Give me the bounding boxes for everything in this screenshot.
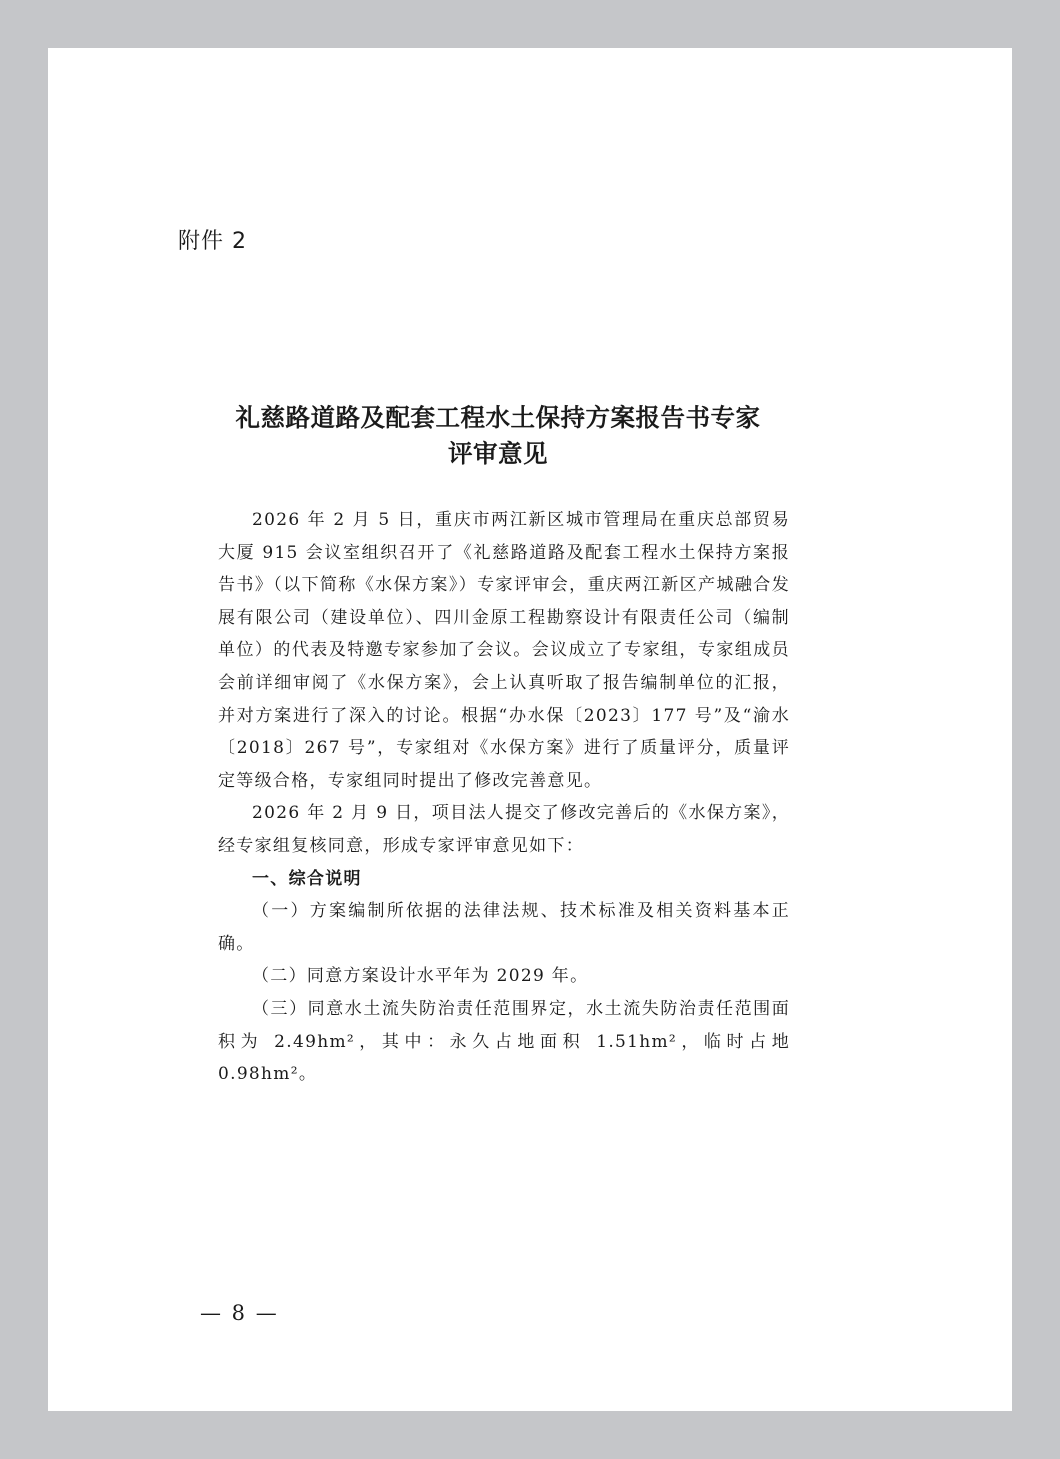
body-text <box>218 504 790 1091</box>
document-title <box>208 400 788 472</box>
paragraph-item-3: （三）同意水土流失防治责任范围界定，水土流失防治责任范围面积为 2.49hm²，其中：永久占地面积 1.51hm²，临时占地 0.98hm²。 <box>218 998 790 1085</box>
title-line-2: 评审意见 <box>448 439 548 468</box>
page-number: — 8 — <box>200 1301 279 1325</box>
section-heading: 一、综合说明 <box>252 868 362 889</box>
title-line-1: 礼慈路道路及配套工程水土保持方案报告书专家 <box>235 403 761 432</box>
attachment-label: 附件 2 <box>178 229 247 254</box>
paragraph-item-1: （一）方案编制所依据的法律法规、技术标准及相关资料基本正确。 <box>218 901 790 954</box>
paragraph-item-2: （二）同意方案设计水平年为 2029 年。 <box>252 966 589 987</box>
paragraph-submission: 2026 年 2 月 9 日，项目法人提交了修改完善后的《水保方案》，经专家组复核同意，形成专家评审意见如下： <box>218 803 790 856</box>
paragraph-meeting: 2026 年 2 月 5 日，重庆市两江新区城市管理局在重庆总部贸易大厦 915 会议室组织召开了《礼慈路道路及配套工程水土保持方案报告书》（以下简称《水保方案》）专家评审会，重庆两江新区产城融合发展有限公司（建设单位）、四川金原工程勘察设计有限责任公司（编制单位）的代表及特邀专家参加了会议。会议成立了专家组，专家组成员会前详细审阅了《水保方案》，会上认真听取了报告编制单位的汇报，并对方案进行了深入的讨论。根据“办水保〔2023〕177 号”及“渝水〔2018〕267 号”，专家组对《水保方案》进行了质量评分，质量评定等级合格，专家组同时提出了修改完善意见。 <box>218 510 790 791</box>
document-page <box>48 48 1012 1411</box>
